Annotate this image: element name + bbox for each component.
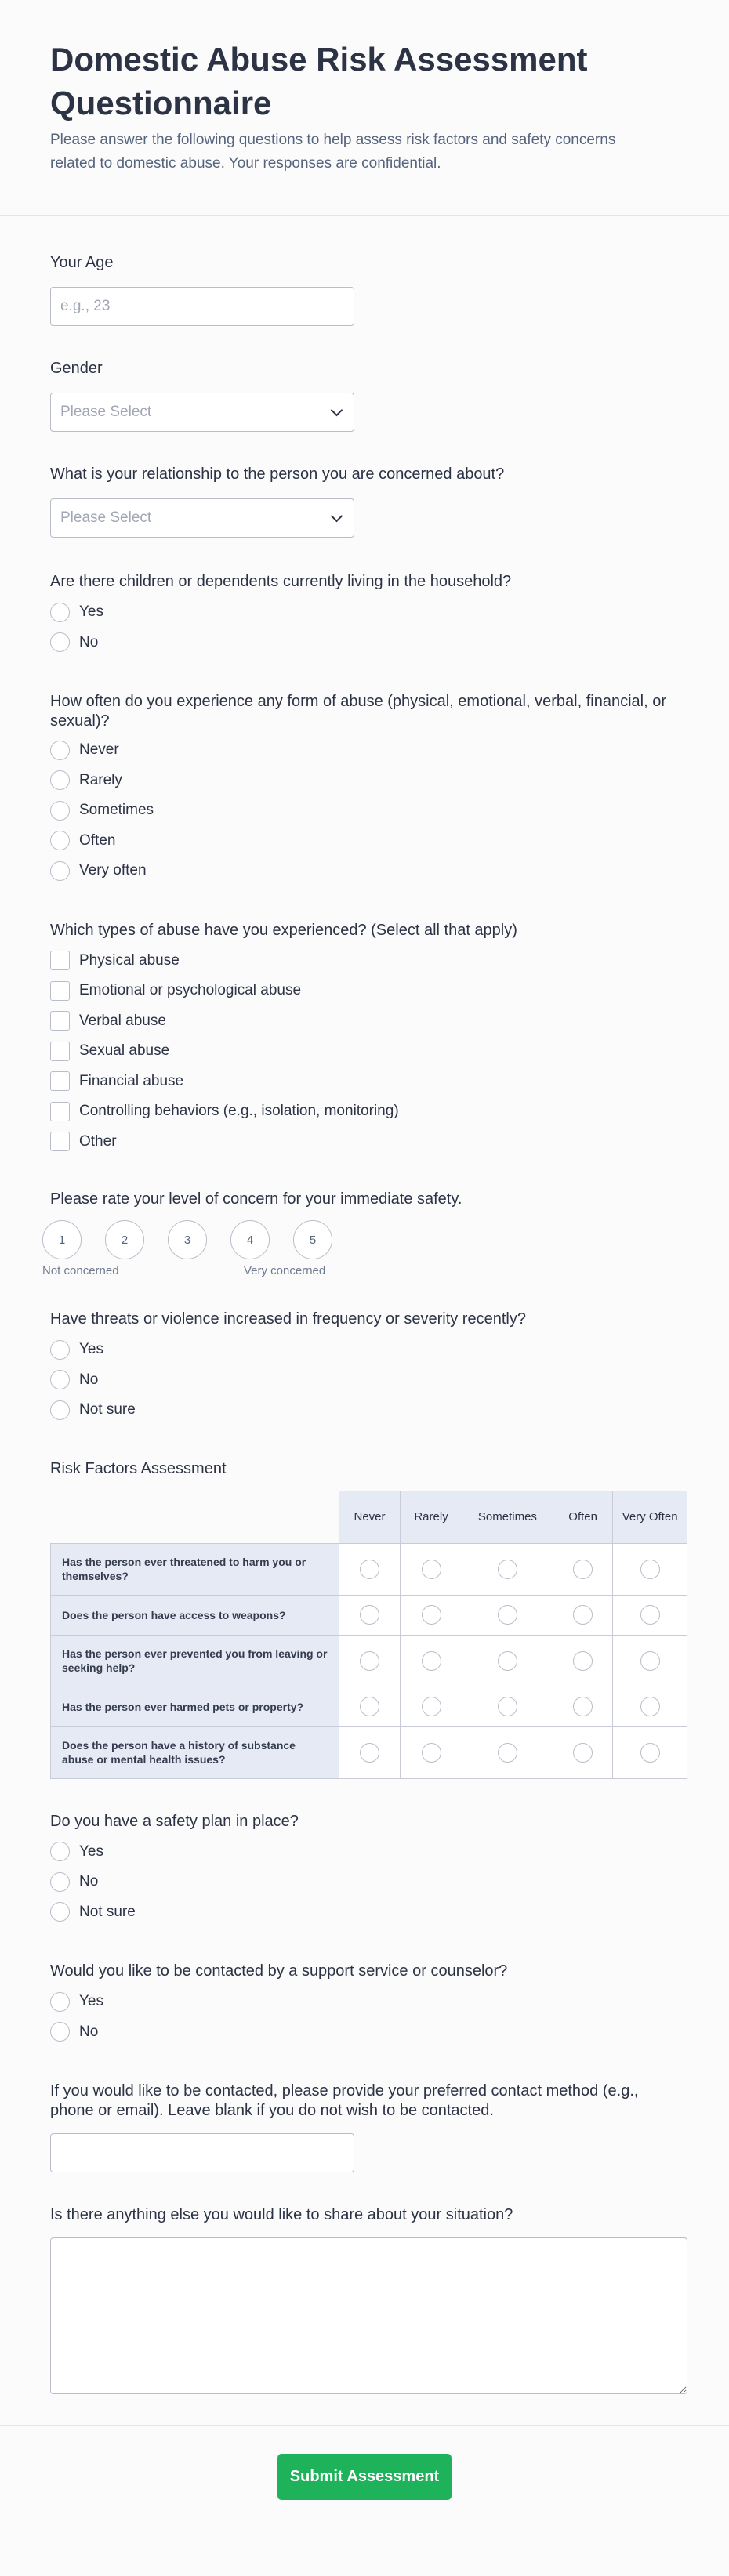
radio-button[interactable] (498, 1605, 517, 1625)
matrix-cell[interactable] (462, 1635, 553, 1687)
threats-option-no[interactable] (50, 1365, 679, 1396)
option-label: Never (79, 741, 119, 759)
matrix-cell[interactable] (613, 1726, 687, 1778)
matrix-cell[interactable] (553, 1543, 613, 1595)
option-label: No (79, 2023, 99, 2040)
radio-button[interactable] (422, 1560, 441, 1579)
matrix-cell[interactable] (462, 1726, 553, 1778)
radio-button[interactable] (573, 1743, 593, 1763)
radio-button[interactable] (573, 1697, 593, 1716)
radio-button[interactable] (573, 1560, 593, 1579)
radio-button[interactable] (50, 1902, 70, 1922)
radio-button[interactable] (50, 741, 70, 760)
children-label: Are there children or dependents currently living in the household? (50, 573, 512, 590)
form-description: Please answer the following questions to help assess risk factors and safety concerns related to domestic abuse. Your responses are confidential. (50, 132, 616, 172)
radio-button[interactable] (50, 1872, 70, 1892)
contact-option-yes[interactable] (50, 1987, 679, 2017)
contact-question (50, 1962, 679, 2047)
option-label: No (79, 1371, 99, 1388)
radio-button[interactable] (50, 1340, 70, 1360)
form-body (0, 253, 729, 2398)
matrix-row (51, 1543, 687, 1595)
radio-button[interactable] (50, 1370, 70, 1389)
matrix-row-label: Does the person have a history of substance abuse or mental health issues? (51, 1726, 339, 1778)
option-label: Not sure (79, 1903, 136, 1920)
age-input[interactable] (50, 287, 354, 326)
option-label: Not sure (79, 1401, 136, 1418)
risk-matrix-table (50, 1491, 687, 1779)
rating-option-1[interactable]: 1 (42, 1220, 82, 1259)
radio-button[interactable] (640, 1743, 660, 1763)
threats-question (50, 1310, 679, 1426)
matrix-cell[interactable] (613, 1543, 687, 1595)
matrix-cell[interactable] (462, 1687, 553, 1726)
gender-select[interactable] (50, 393, 354, 432)
radio-button[interactable] (498, 1743, 517, 1763)
checkbox[interactable] (50, 1011, 70, 1031)
safety-plan-label: Do you have a safety plan in place? (50, 1812, 299, 1830)
abuse-types-label: Which types of abuse have you experienced? (Select all that apply) (50, 921, 517, 939)
matrix-cell[interactable] (401, 1635, 462, 1687)
matrix-cell[interactable] (339, 1726, 400, 1778)
matrix-row (51, 1635, 687, 1687)
radio-button[interactable] (50, 2022, 70, 2042)
type-option-sexual[interactable] (50, 1036, 679, 1067)
radio-button[interactable] (640, 1605, 660, 1625)
radio-button[interactable] (422, 1743, 441, 1763)
contact-method-label: If you would like to be contacted, please provide your preferred contact method (e.g., phone or email). Leave blank if you do not wish to be contacted. (50, 2082, 639, 2119)
option-label: Emotional or psychological abuse (79, 982, 302, 999)
relationship-question (50, 465, 679, 538)
radio-button[interactable] (50, 1400, 70, 1420)
matrix-cell[interactable] (401, 1726, 462, 1778)
contact-option-no[interactable] (50, 2017, 679, 2048)
matrix-cell[interactable] (553, 1635, 613, 1687)
radio-button[interactable] (50, 1842, 70, 1861)
radio-button[interactable] (360, 1605, 379, 1625)
frequency-question (50, 692, 679, 886)
matrix-column-header: Very Often (613, 1491, 687, 1543)
relationship-label: What is your relationship to the person you are concerned about? (50, 466, 505, 483)
gender-question (50, 359, 679, 432)
gender-select-value: Please Select (60, 404, 152, 420)
safety-rating-question (42, 1190, 679, 1283)
radio-button[interactable] (50, 603, 70, 622)
radio-button[interactable] (50, 1992, 70, 2012)
safety-plan-option-no[interactable] (50, 1867, 679, 1897)
frequency-option-sometimes[interactable] (50, 795, 679, 826)
children-option-no[interactable] (50, 628, 679, 658)
frequency-label: How often do you experience any form of abuse (physical, emotional, verbal, financial, or sexual)? (50, 693, 666, 730)
matrix-cell[interactable] (401, 1687, 462, 1726)
checkbox[interactable] (50, 981, 70, 1001)
radio-button[interactable] (360, 1697, 379, 1716)
type-option-emotional[interactable] (50, 976, 679, 1006)
radio-button[interactable] (360, 1743, 379, 1763)
submit-button[interactable]: Submit Assessment (277, 2454, 452, 2500)
option-label: Often (79, 831, 116, 849)
checkbox[interactable] (50, 951, 70, 970)
matrix-cell[interactable] (553, 1726, 613, 1778)
chevron-down-icon (331, 509, 343, 522)
matrix-row-label: Has the person ever prevented you from leaving or seeking help? (51, 1635, 339, 1687)
threats-label: Have threats or violence increased in frequency or severity recently? (50, 1310, 526, 1328)
matrix-column-header: Never (339, 1491, 400, 1543)
option-label: Yes (79, 1341, 103, 1358)
form-title: Domestic Abuse Risk Assessment Questionnaire (50, 41, 588, 121)
radio-button[interactable] (640, 1560, 660, 1579)
contact-label: Would you like to be contacted by a support service or counselor? (50, 1962, 508, 1980)
matrix-cell[interactable] (401, 1595, 462, 1635)
radio-button[interactable] (498, 1651, 517, 1671)
option-label: Very often (79, 862, 147, 879)
radio-button[interactable] (50, 801, 70, 821)
radio-button[interactable] (50, 632, 70, 652)
chevron-down-icon (331, 404, 343, 416)
contact-method-question (50, 2081, 679, 2172)
radio-button[interactable] (498, 1560, 517, 1579)
age-label: Your Age (50, 254, 114, 271)
threats-option-not-sure[interactable] (50, 1395, 679, 1426)
matrix-cell[interactable] (462, 1543, 553, 1595)
matrix-cell[interactable] (462, 1595, 553, 1635)
relationship-select-value: Please Select (60, 509, 152, 526)
matrix-row-label: Does the person have access to weapons? (51, 1595, 339, 1635)
checkbox[interactable] (50, 1071, 70, 1091)
matrix-row (51, 1687, 687, 1726)
relationship-select[interactable] (50, 498, 354, 538)
option-label: No (79, 1873, 99, 1890)
matrix-cell[interactable] (553, 1687, 613, 1726)
option-label: Rarely (79, 771, 122, 788)
option-label: No (79, 633, 99, 650)
radio-button[interactable] (498, 1697, 517, 1716)
radio-button[interactable] (50, 861, 70, 881)
radio-button[interactable] (422, 1697, 441, 1716)
safety-plan-question (50, 1812, 679, 1928)
checkbox[interactable] (50, 1042, 70, 1061)
risk-matrix-question (50, 1460, 679, 1779)
safety-plan-option-not-sure[interactable] (50, 1897, 679, 1928)
radio-button[interactable] (422, 1605, 441, 1625)
matrix-row-label: Has the person ever threatened to harm you or themselves? (51, 1543, 339, 1595)
radio-button[interactable] (50, 831, 70, 850)
matrix-row (51, 1726, 687, 1778)
children-question (50, 572, 679, 658)
radio-button[interactable] (640, 1651, 660, 1671)
safety-rating-label: Please rate your level of concern for your immediate safety. (50, 1190, 462, 1208)
additional-info-textarea[interactable] (50, 2237, 687, 2394)
radio-button[interactable] (640, 1697, 660, 1716)
option-label: Verbal abuse (79, 1012, 166, 1029)
abuse-types-question (50, 921, 679, 1158)
safety-plan-option-yes[interactable] (50, 1837, 679, 1868)
frequency-option-very-often[interactable] (50, 856, 679, 886)
matrix-row-label: Has the person ever harmed pets or property? (51, 1687, 339, 1726)
form-header (0, 0, 729, 216)
frequency-option-rarely[interactable] (50, 766, 679, 796)
option-label: Yes (79, 1993, 103, 2010)
checkbox[interactable] (50, 1132, 70, 1151)
contact-method-input[interactable] (50, 2133, 354, 2172)
matrix-column-header: Often (553, 1491, 613, 1543)
frequency-option-often[interactable] (50, 826, 679, 857)
option-label: Financial abuse (79, 1072, 184, 1089)
matrix-corner (51, 1491, 339, 1543)
option-label: Physical abuse (79, 951, 180, 969)
type-option-physical[interactable] (50, 946, 679, 976)
radio-button[interactable] (50, 770, 70, 790)
rating-option-2[interactable]: 2 (105, 1220, 144, 1259)
matrix-cell[interactable] (339, 1543, 400, 1595)
children-option-yes[interactable] (50, 597, 679, 628)
matrix-cell[interactable] (339, 1635, 400, 1687)
radio-button[interactable] (360, 1560, 379, 1579)
additional-info-question (50, 2205, 679, 2398)
rating-option-5[interactable]: 5 (293, 1220, 332, 1259)
option-label: Sometimes (79, 802, 154, 819)
matrix-cell[interactable] (339, 1595, 400, 1635)
option-label: Yes (79, 603, 103, 621)
matrix-row (51, 1595, 687, 1635)
type-option-other[interactable] (50, 1127, 679, 1158)
rating-low-label: Not concerned (42, 1264, 119, 1277)
rating-option-3[interactable]: 3 (168, 1220, 207, 1259)
option-label: Controlling behaviors (e.g., isolation, monitoring) (79, 1103, 399, 1120)
matrix-cell[interactable] (553, 1595, 613, 1635)
risk-matrix-title: Risk Factors Assessment (50, 1459, 227, 1477)
option-label: Other (79, 1132, 117, 1150)
option-label: Yes (79, 1842, 103, 1860)
radio-button[interactable] (573, 1651, 593, 1671)
type-option-verbal[interactable] (50, 1006, 679, 1037)
threats-option-yes[interactable] (50, 1335, 679, 1365)
checkbox[interactable] (50, 1102, 70, 1121)
safety-rating-scale (42, 1220, 679, 1283)
radio-button[interactable] (360, 1651, 379, 1671)
matrix-cell[interactable] (613, 1595, 687, 1635)
radio-button[interactable] (573, 1605, 593, 1625)
frequency-option-never[interactable] (50, 735, 679, 766)
matrix-cell[interactable] (613, 1687, 687, 1726)
type-option-controlling[interactable] (50, 1096, 679, 1127)
age-question (50, 253, 679, 326)
matrix-cell[interactable] (613, 1635, 687, 1687)
gender-label: Gender (50, 360, 103, 377)
option-label: Sexual abuse (79, 1042, 170, 1060)
radio-button[interactable] (422, 1651, 441, 1671)
type-option-financial[interactable] (50, 1067, 679, 1097)
rating-high-label: Very concerned (244, 1264, 326, 1277)
matrix-cell[interactable] (401, 1543, 462, 1595)
additional-info-label: Is there anything else you would like to share about your situation? (50, 2206, 513, 2223)
matrix-cell[interactable] (339, 1687, 400, 1726)
matrix-column-header: Sometimes (462, 1491, 553, 1543)
rating-option-4[interactable]: 4 (230, 1220, 270, 1259)
form-footer (0, 2425, 729, 2537)
matrix-column-header: Rarely (401, 1491, 462, 1543)
